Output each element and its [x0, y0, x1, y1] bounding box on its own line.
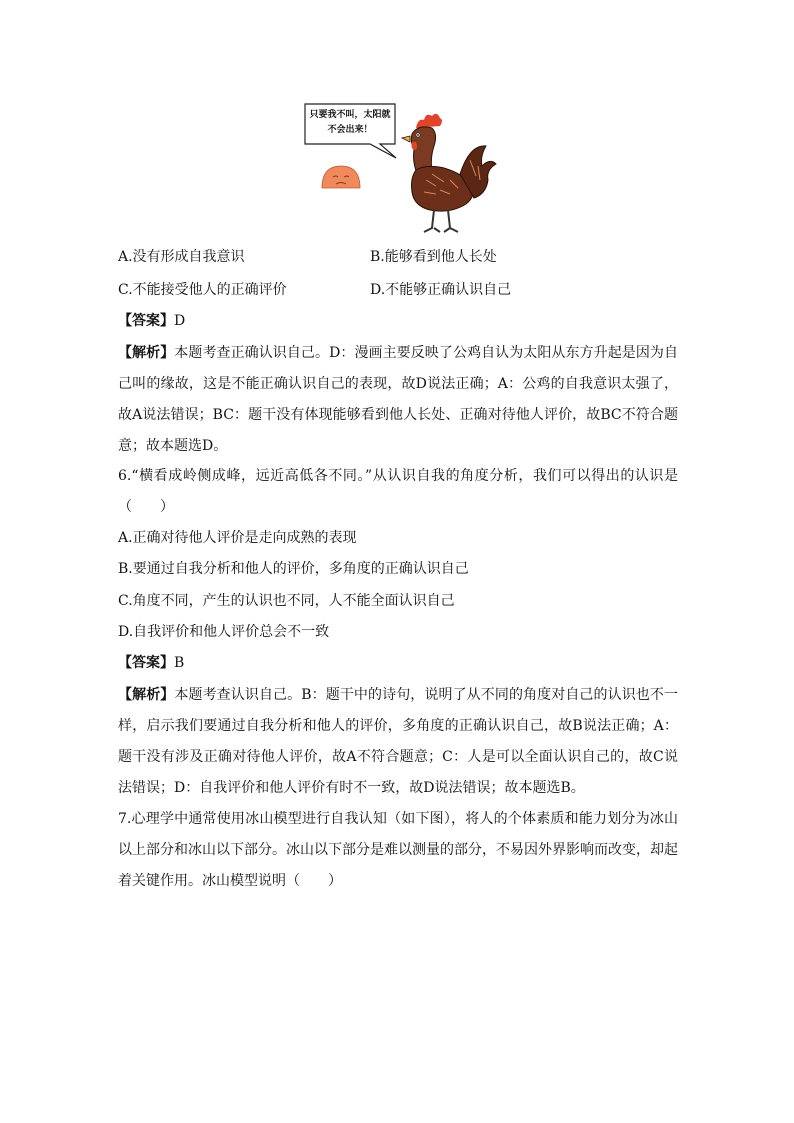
q5-option-c: C.不能接受他人的正确评价	[118, 282, 287, 298]
answer-value: D	[174, 313, 186, 329]
q6-answer	[118, 653, 184, 673]
q5-analysis	[118, 338, 678, 462]
analysis-tag: 【解析】	[118, 687, 175, 703]
q5-option-d: D.不能够正确认识自己	[370, 282, 512, 298]
answer-tag: 【答案】	[118, 655, 174, 671]
analysis-text: 本题考查认识自己。B：题干中的诗句，说明了从不同的角度对自己的认识也不一样，启示我们要通过自我分析和他人的评价，多角度的正确认识自己，故B说法正确；A：题干没有涉及正确对待他人评价，故A不符合题意；C：人是可以全面认识自己的，故C说法错误；D：自我评价和他人评价有时不一致，故D说法错误；故本题选B。	[118, 687, 678, 796]
q5-answer	[118, 311, 185, 331]
q5-option-b: B.能够看到他人长处	[370, 249, 497, 265]
rooster-icon	[402, 114, 496, 232]
q6-option-b: B.要通过自我分析和他人的评价，多角度的正确认识自己	[118, 561, 469, 577]
q7-stem: 7.心理学中通常使用冰山模型进行自我认知（如下图），将人的个体素质和能力划分为冰山以上部分和冰山以下部分。冰山以下部分是难以测量的部分，不易因外界影响而改变，却起着关键作用。冰山模型说明（ ）	[118, 811, 678, 889]
q6-option-d: D.自我评价和他人评价总会不一致	[118, 624, 330, 640]
q5-option-a: A.没有形成自我意识	[118, 249, 245, 265]
analysis-text: 本题考查正确认识自己。D：漫画主要反映了公鸡自认为太阳从东方升起是因为自己叫的缘故，这是不能正确认识自己的表现，故D说法正确；A：公鸡的自我意识太强了，故A说法错误；BC：题干没有体现能够看到他人长处、正确对待他人评价，故BC不符合题意；故本题选D。	[118, 345, 679, 454]
q6-analysis	[118, 680, 678, 804]
analysis-tag: 【解析】	[118, 345, 175, 361]
answer-value: B	[174, 655, 185, 671]
q6-option-a: A.正确对待他人评价是走向成熟的表现	[118, 530, 357, 546]
answer-tag: 【答案】	[118, 313, 174, 329]
q6-stem: 6.“横看成岭侧成峰，远近高低各不同。”从认识自我的角度分析，我们可以得出的认识是（ ）	[118, 468, 678, 515]
sun-icon	[322, 166, 360, 188]
q6-option-c: C.角度不同，产生的认识也不同，人不能全面认识自己	[118, 593, 455, 609]
speech-bubble-text: 只要我不叫，太阳就不会出来！	[309, 110, 391, 135]
